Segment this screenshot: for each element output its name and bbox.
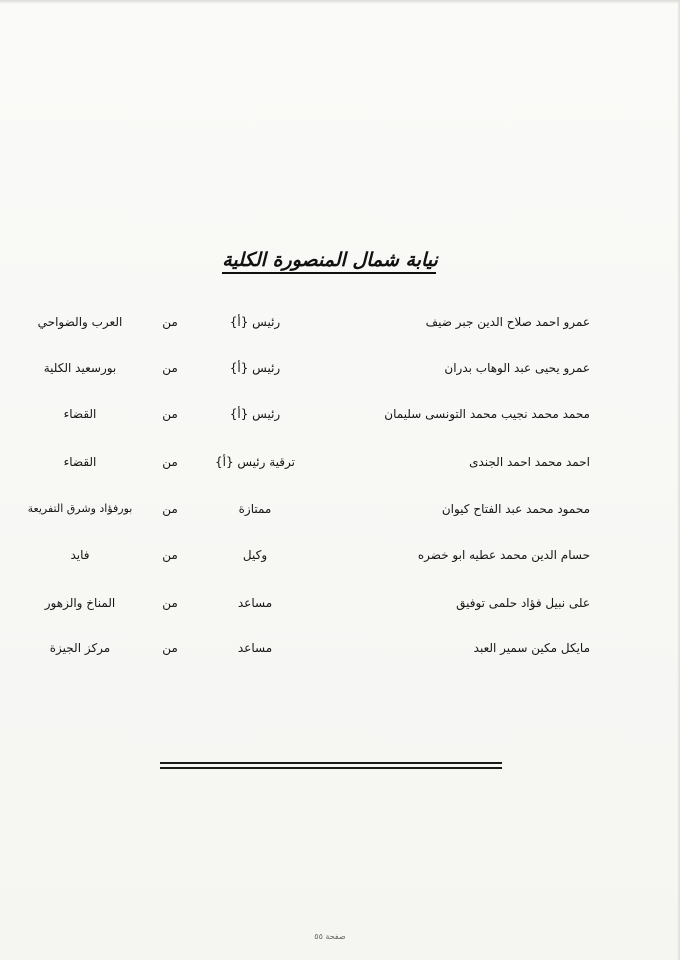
- row-rank: ممتازة: [238, 502, 272, 516]
- row-name: احمد محمد احمد الجندى: [469, 455, 590, 469]
- row-from: من: [162, 548, 178, 562]
- table-row: [0, 355, 680, 381]
- table-row: [0, 635, 680, 661]
- row-rank: رئيس {أ}: [229, 407, 281, 421]
- table-row: [0, 590, 680, 616]
- row-place: القضاء: [63, 455, 97, 469]
- row-rank: مساعد: [237, 596, 273, 610]
- row-place: مركز الجيزة: [49, 641, 111, 655]
- title-underline: [222, 272, 436, 274]
- row-from: من: [162, 641, 178, 655]
- row-from: من: [162, 596, 178, 610]
- row-name: عمرو يحيى عبد الوهاب بدران: [444, 361, 590, 375]
- row-name: حسام الدين محمد عطيه ابو خضره: [417, 548, 590, 562]
- row-rank: مساعد: [237, 641, 273, 655]
- row-rank: ترقية رئيس {أ}: [214, 455, 296, 469]
- row-place: بورفؤاد وشرق التفريعة: [27, 502, 133, 515]
- row-name: على نبيل فؤاد حلمى توفيق: [456, 596, 590, 610]
- row-name: مايكل مكين سمير العبد: [473, 641, 590, 655]
- row-rank: رئيس {أ}: [229, 361, 281, 375]
- row-place: القضاء: [63, 407, 97, 421]
- row-from: من: [162, 455, 178, 469]
- row-from: من: [162, 502, 178, 516]
- row-place: فايد: [70, 548, 90, 562]
- row-rank: رئيس {أ}: [229, 315, 281, 329]
- double-rule-top: [160, 762, 502, 764]
- row-place: بورسعيد الكلية: [43, 361, 117, 375]
- row-from: من: [162, 361, 178, 375]
- table-row: [0, 542, 680, 568]
- row-name: محمود محمد عبد الفتاح كيوان: [441, 502, 590, 516]
- row-place: المناخ والزهور: [44, 596, 116, 610]
- table-row: [0, 309, 680, 335]
- double-rule-bottom: [160, 767, 502, 769]
- row-from: من: [162, 407, 178, 421]
- table-row: [0, 401, 680, 427]
- row-rank: وكيل: [242, 548, 268, 562]
- row-name: محمد محمد نجيب محمد التونسى سليمان: [384, 407, 590, 421]
- row-from: من: [162, 315, 178, 329]
- scan-edge-top: [0, 0, 680, 4]
- table-row: [0, 496, 680, 522]
- row-place: العرب والضواحي: [37, 315, 123, 329]
- table-row: [0, 449, 680, 475]
- row-name: عمرو احمد صلاح الدين جبر ضيف: [425, 315, 590, 329]
- document-title: نيابة شمال المنصورة الكلية: [222, 249, 438, 271]
- page-number: صفحة ٥٥: [314, 932, 346, 941]
